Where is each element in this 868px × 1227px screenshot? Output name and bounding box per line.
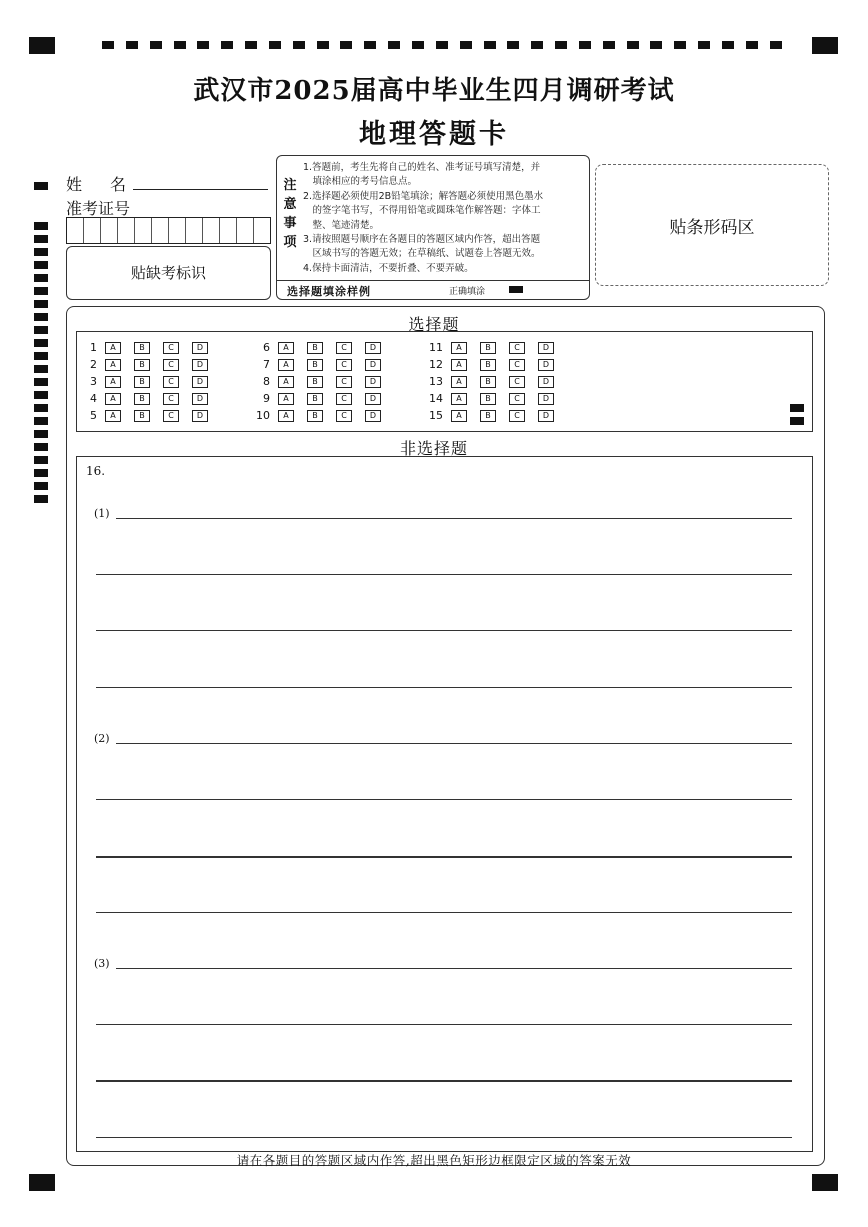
mc-option-bubble[interactable]: A <box>105 376 121 388</box>
mc-question-row <box>248 392 394 405</box>
mc-question-row <box>248 375 394 388</box>
mc-question-number: 1 <box>90 341 97 354</box>
mc-option-bubble[interactable]: B <box>134 376 150 388</box>
notice-line: 的签字笔书写，不得用铅笔或圆珠笔作解答题：字体工 <box>303 205 541 217</box>
card-title: 地理答题卡 <box>359 119 509 150</box>
mc-question-number: 12 <box>429 358 443 371</box>
timing-mark <box>436 41 448 49</box>
exam-id-grid[interactable] <box>66 217 271 244</box>
mc-question-row <box>421 341 567 354</box>
mc-option-bubble[interactable]: C <box>509 359 525 371</box>
nonmc-answer-box <box>76 456 813 1152</box>
mc-option-bubble[interactable]: A <box>278 410 294 422</box>
missing-exam-mark-area[interactable] <box>66 246 271 300</box>
mc-option-bubble[interactable]: B <box>480 376 496 388</box>
exam-id-cell[interactable] <box>254 218 270 243</box>
mc-option-bubble[interactable]: D <box>192 342 208 354</box>
timing-mark <box>269 41 281 49</box>
mc-option-bubble[interactable]: A <box>451 393 467 405</box>
timing-mark <box>245 41 257 49</box>
mc-question-number: 8 <box>263 375 270 388</box>
timing-mark <box>197 41 209 49</box>
barcode-label: 贴条形码区 <box>669 218 755 238</box>
mc-question-row <box>75 409 221 422</box>
mc-option-bubble[interactable]: B <box>307 393 323 405</box>
mc-section-title: 选择题 <box>408 315 460 334</box>
timing-mark <box>507 41 519 49</box>
mc-question-number: 15 <box>429 409 443 422</box>
mc-option-bubble[interactable]: A <box>278 376 294 388</box>
answer-line[interactable] <box>96 1024 792 1025</box>
timing-mark <box>34 482 48 490</box>
exam-id-cell[interactable] <box>118 218 135 243</box>
mc-question-row <box>248 358 394 371</box>
corner-mark-top-right <box>812 37 838 54</box>
mc-option-bubble[interactable]: A <box>451 376 467 388</box>
mc-option-bubble[interactable]: A <box>451 342 467 354</box>
mc-option-bubble[interactable]: C <box>163 376 179 388</box>
notice-line: 填涂相应的考号信息点。 <box>303 176 418 188</box>
mc-question-row <box>75 341 221 354</box>
mc-option-bubble[interactable]: A <box>105 342 121 354</box>
corner-mark-top-left <box>29 37 55 54</box>
mc-option-bubble[interactable]: B <box>307 359 323 371</box>
mc-option-bubble[interactable]: B <box>134 393 150 405</box>
mc-question-number: 10 <box>256 409 270 422</box>
mc-question-row <box>421 392 567 405</box>
exam-id-cell[interactable] <box>152 218 169 243</box>
mc-option-bubble[interactable]: A <box>105 410 121 422</box>
mc-option-bubble[interactable]: B <box>480 393 496 405</box>
mc-option-bubble[interactable]: D <box>192 359 208 371</box>
exam-id-cell[interactable] <box>135 218 152 243</box>
mc-option-bubble[interactable]: D <box>365 359 381 371</box>
mc-option-bubble[interactable]: A <box>278 342 294 354</box>
mc-question-number: 14 <box>429 392 443 405</box>
mc-option-bubble[interactable]: C <box>163 359 179 371</box>
timing-mark <box>412 41 424 49</box>
timing-mark <box>34 391 48 399</box>
mc-option-bubble[interactable]: D <box>192 376 208 388</box>
fill-example-row <box>277 280 589 299</box>
notice-items <box>303 161 585 276</box>
mc-option-bubble[interactable]: B <box>480 342 496 354</box>
timing-mark <box>174 41 186 49</box>
mc-question-number: 11 <box>429 341 443 354</box>
exam-id-cell[interactable] <box>186 218 203 243</box>
mc-question-row <box>248 341 394 354</box>
mc-question-number: 13 <box>429 375 443 388</box>
mc-question-row <box>75 375 221 388</box>
answer-line[interactable] <box>96 1137 792 1138</box>
notice-line: 整、笔迹清楚。 <box>303 219 380 231</box>
timing-mark <box>34 287 48 295</box>
timing-mark <box>102 41 114 49</box>
nonmc-section-title: 非选择题 <box>399 439 468 458</box>
exam-id-cell[interactable] <box>237 218 254 243</box>
exam-id-label: 准考证号 <box>66 199 131 218</box>
timing-mark <box>340 41 352 49</box>
mc-option-bubble[interactable]: D <box>365 376 381 388</box>
mc-option-bubble[interactable]: D <box>538 410 554 422</box>
mc-question-number: 5 <box>90 409 97 422</box>
mc-option-bubble[interactable]: C <box>509 376 525 388</box>
mc-question-number: 2 <box>90 358 97 371</box>
exam-id-cell[interactable] <box>101 218 118 243</box>
timing-mark <box>34 352 48 360</box>
exam-id-cell[interactable] <box>220 218 237 243</box>
timing-mark <box>388 41 400 49</box>
timing-mark <box>627 41 639 49</box>
mc-option-bubble[interactable]: B <box>480 410 496 422</box>
timing-mark <box>34 495 48 503</box>
answer-line[interactable] <box>96 856 792 858</box>
timing-mark <box>34 248 48 256</box>
mc-option-bubble[interactable]: C <box>336 359 352 371</box>
mc-question-row <box>421 358 567 371</box>
timing-mark <box>746 41 758 49</box>
timing-mark <box>34 300 48 308</box>
mc-option-bubble[interactable]: B <box>307 410 323 422</box>
answer-line[interactable] <box>96 1080 792 1082</box>
mc-option-bubble[interactable]: B <box>134 342 150 354</box>
timing-mark <box>34 404 48 412</box>
mc-option-bubble[interactable]: D <box>538 342 554 354</box>
timing-mark <box>150 41 162 49</box>
timing-mark <box>722 41 734 49</box>
timing-mark <box>579 41 591 49</box>
mc-option-bubble[interactable]: D <box>192 393 208 405</box>
mc-option-bubble[interactable]: C <box>509 393 525 405</box>
timing-mark <box>531 41 543 49</box>
timing-mark <box>221 41 233 49</box>
answer-line[interactable] <box>116 518 792 519</box>
correct-fill-sample <box>509 286 523 293</box>
mc-option-bubble[interactable]: B <box>134 359 150 371</box>
mc-question-number: 6 <box>263 341 270 354</box>
timing-mark <box>34 339 48 347</box>
mc-option-bubble[interactable]: D <box>365 393 381 405</box>
timing-mark <box>293 41 305 49</box>
footer-note: 请在各题目的答题区域内作答,超出黑色矩形边框限定区域的答案无效 <box>236 1153 632 1168</box>
mc-question-row <box>75 392 221 405</box>
timing-mark <box>770 41 782 49</box>
timing-mark <box>460 41 472 49</box>
exam-id-cell[interactable] <box>67 218 84 243</box>
mc-option-bubble[interactable]: C <box>336 376 352 388</box>
mc-option-bubble[interactable]: B <box>307 342 323 354</box>
correct-fill-label: 正确填涂 <box>449 287 486 297</box>
timing-mark <box>126 41 138 49</box>
mc-option-bubble[interactable]: B <box>480 359 496 371</box>
mc-option-bubble[interactable]: D <box>192 410 208 422</box>
left-timing-marks <box>34 222 48 503</box>
timing-mark <box>34 235 48 243</box>
mc-option-bubble[interactable]: C <box>163 393 179 405</box>
timing-mark <box>317 41 329 49</box>
mc-option-bubble[interactable]: C <box>509 410 525 422</box>
timing-mark <box>484 41 496 49</box>
mc-option-bubble[interactable]: A <box>105 359 121 371</box>
timing-mark <box>34 378 48 386</box>
question-16-number: 16. <box>86 464 106 478</box>
timing-mark <box>34 274 48 282</box>
mc-side-mark-2 <box>790 417 804 425</box>
corner-mark-bottom-right <box>812 1174 838 1191</box>
mc-question-row <box>248 409 394 422</box>
part-2-label: (2) <box>94 732 110 745</box>
mc-option-bubble[interactable]: A <box>278 393 294 405</box>
part-3-label: (3) <box>94 957 110 970</box>
exam-id-cell[interactable] <box>169 218 186 243</box>
mc-option-bubble[interactable]: B <box>134 410 150 422</box>
top-timing-marks <box>102 41 782 50</box>
mc-question-row <box>421 409 567 422</box>
exam-id-cell[interactable] <box>203 218 220 243</box>
mc-option-bubble[interactable]: D <box>538 376 554 388</box>
name-field[interactable] <box>133 189 268 190</box>
mc-option-bubble[interactable]: C <box>336 393 352 405</box>
notice-side-title: 注 意 事 项 <box>283 178 297 250</box>
mc-option-bubble[interactable]: A <box>105 393 121 405</box>
answer-line[interactable] <box>96 912 792 913</box>
answer-line[interactable] <box>96 799 792 800</box>
notice-box <box>276 155 590 300</box>
missing-exam-mark-label: 贴缺考标识 <box>130 264 206 282</box>
mc-option-bubble[interactable]: C <box>163 410 179 422</box>
notice-line: 4.保持卡面清洁，不要折叠、不要弄破。 <box>303 262 474 274</box>
answer-line[interactable] <box>96 687 792 688</box>
fill-example-label: 选择题填涂样例 <box>287 285 371 298</box>
mc-option-bubble[interactable]: D <box>538 393 554 405</box>
side-mark-top <box>34 182 48 190</box>
exam-title: 武汉市2025届高中毕业生四月调研考试 <box>193 76 675 106</box>
notice-line: 3.请按照题号顺序在各题目的答题区域内作答，超出答题 <box>303 234 541 246</box>
barcode-area[interactable] <box>595 164 829 286</box>
timing-mark <box>34 222 48 230</box>
mc-option-bubble[interactable]: D <box>538 359 554 371</box>
timing-mark <box>698 41 710 49</box>
mc-option-bubble[interactable]: C <box>163 342 179 354</box>
timing-mark <box>555 41 567 49</box>
mc-question-number: 4 <box>90 392 97 405</box>
mc-option-bubble[interactable]: D <box>365 342 381 354</box>
corner-mark-bottom-left <box>29 1174 55 1191</box>
mc-question-row <box>75 358 221 371</box>
answer-line[interactable] <box>96 574 792 575</box>
mc-option-bubble[interactable]: D <box>365 410 381 422</box>
mc-question-number: 9 <box>263 392 270 405</box>
notice-line: 2.选择题必须使用2B铅笔填涂；解答题必须使用黑色墨水 <box>303 190 544 202</box>
mc-question-number: 3 <box>90 375 97 388</box>
mc-question-number: 7 <box>263 358 270 371</box>
notice-line: 1.答题前，考生先将自己的姓名、准考证号填写清楚，并 <box>303 162 541 173</box>
notice-line: 区域书写的答题无效；在草稿纸、试题卷上答题无效。 <box>303 248 541 260</box>
mc-option-bubble[interactable]: C <box>336 342 352 354</box>
timing-mark <box>650 41 662 49</box>
answer-line[interactable] <box>116 743 792 744</box>
timing-mark <box>34 261 48 269</box>
mc-option-bubble[interactable]: B <box>307 376 323 388</box>
mc-option-bubble[interactable]: C <box>336 410 352 422</box>
mc-question-row <box>421 375 567 388</box>
answer-line[interactable] <box>116 968 792 969</box>
timing-mark <box>603 41 615 49</box>
mc-option-bubble[interactable]: A <box>278 359 294 371</box>
timing-mark <box>34 417 48 425</box>
name-label: 姓 名 <box>66 175 133 194</box>
timing-mark <box>34 365 48 373</box>
timing-mark <box>364 41 376 49</box>
timing-mark <box>674 41 686 49</box>
answer-line[interactable] <box>96 630 792 631</box>
timing-mark <box>34 469 48 477</box>
exam-id-cell[interactable] <box>84 218 101 243</box>
mc-option-bubble[interactable]: C <box>509 342 525 354</box>
mc-option-bubble[interactable]: A <box>451 410 467 422</box>
part-1-label: (1) <box>94 507 110 520</box>
mc-option-bubble[interactable]: A <box>451 359 467 371</box>
mc-side-mark-1 <box>790 404 804 412</box>
